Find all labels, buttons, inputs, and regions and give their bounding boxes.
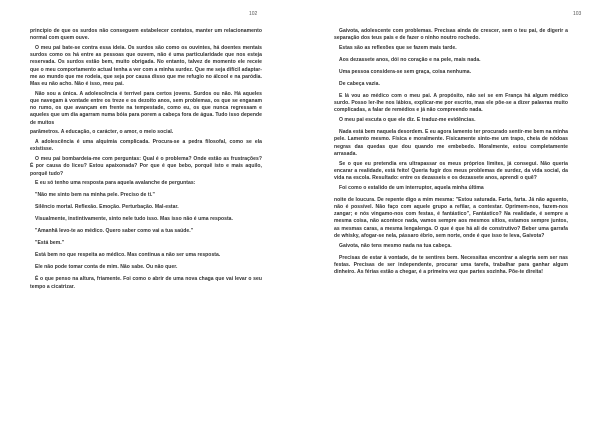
paragraph: Se o que eu pretendia era ultrapassar os meus próprios limites, já consegui. Não queria encarar a realidade, está feito! Queria fugir dos meus problemas de surdez, da vida social, da vida na escola. Resultado: entre os dezasseis e os dezassete anos, aprendi o quê?: [334, 160, 568, 182]
paragraph: Gaivota, adolescente com problemas. Precisas ainda de crescer, sem o teu pai, de digerir a separação dos teus pais e de fazer o ninho noutro rochedo.: [334, 28, 568, 42]
paragraph: Aos dezassete anos, dói no coração e na pele, mais nada.: [339, 57, 481, 63]
paragraph: E eu só tenho uma resposta para aquela avalanche de perguntas:: [35, 180, 196, 187]
paragraph: noite de loucura. De repente digo a mim mesma: "Estou saturada. Farta, farta. Já não aguento, não é possível. Não faço com aquele grupo a refilar, a contestar. Oprimem-nos, fazem-nos zangar; e nós vingamo-nos com festas, é fantástico", Fantástico? Na realidade, é sempre a mesma coisa, não acontece nada, vamos sempre aos mesmos sítios, estamos sempre juntos, as mesmas caras, a mesma lengalenga. O que é que há ali de construtivo? Beber uma garrafa de whisky, afogar-se nela, pássaro ébrio, sem norte, onde é que isso te leva, Gaivota?: [334, 196, 568, 239]
paragraph: "Está bem.": [35, 240, 65, 247]
page-number: 103: [573, 11, 582, 17]
paragraph: Silêncio mortal. Reflexão. Emoção. Perturbação. Mal-estar.: [35, 204, 179, 211]
page-body: [30, 28, 262, 293]
paragraph: E lá vou ao médico com o meu pai. A propósito, não sei se em França há algum médico surdo. Posso ler-lhe nos lábios, explicar-me por escrito, mas ele põe-se a dizer palavras muito complicadas, a falar de remédios e já não compreendo nada.: [334, 93, 568, 114]
paragraph: "Amanhã levo-te ao médico. Quero saber como vai a tua saúde.": [35, 228, 194, 235]
paragraph: Nada está bem naquela desordem. E eu agora lamento ter procurado sentir-me bem na minha pele. Lamento mesmo. Física e moralmente. Fisicamente sinto-me um trapo, cheia de nódoas negras das quedas que dou quando me embebedo. Moralmente, estou completamente arrasada.: [334, 129, 568, 157]
paragraph: Visualmente, instintivamente, sinto nele tudo isso. Mas isso não é uma resposta.: [35, 216, 233, 223]
paragraph: Gaivota, não tens mesmo nada na tua cabeça.: [339, 242, 452, 249]
paragraph: O meu pai escuta o que ele diz. E traduz-me evidências.: [339, 117, 476, 124]
paragraph: Não sou a única. A adolescência é terrível para certos jovens. Surdos ou não. Há aqueles que navegam à vontade entre os treze e os dezoito anos, sem problemas, os que se enganam no rumo, os que avançam em frente na tempestade, como eu, os que nunca regressam e aqueles que um dia agarram numa bóia para porem a cabeça fora de água. Tudo isso depende de muitos: [30, 90, 262, 126]
paragraph: De cabeça vazia.: [339, 81, 380, 87]
paragraph: princípio de que os surdos não conseguem estabelecer contatos, manter um relacionamento normal com quem ouve.: [30, 28, 262, 42]
page-body: [334, 28, 568, 279]
paragraph: O meu pai bombardeia-me com perguntas: Qual é o problema? Onde estão as frustrações? É por causa do liceu? Estou apaixonada? Por que é que bebo, porquê isto e mais aquilo, porquê tudo?: [30, 156, 262, 177]
paragraph: Foi como o estalido de um interruptor, aquela minha última: [339, 184, 484, 191]
paragraph: Está bem no que respeita ao médico. Mas continua a não ser uma resposta.: [35, 252, 221, 259]
paragraph: parâmetros. A educação, o carácter, o amor, o meio social.: [30, 129, 174, 136]
right-page: [300, 0, 600, 424]
page-number: 102: [249, 11, 258, 17]
paragraph: O meu pai bate-se contra essa ideia. Os surdos são como os ouvintes, há doentes mentais surdos como os há entre as pessoas que ouvem, não é uma particularidade que nos esteja reservada. Os surdos estão bem, muito obrigada. No entanto, talvez de momento ele receie que o meu comportamento actual tenha a ver com a minha surdez. Que me seja difícil adaptar-me ao mundo que me rodeia, que seja por causa disso que me refugio no álcool e na paródia. Mas eu não acho. Não é isso, meu pai.: [30, 45, 262, 88]
paragraph: Ele não pode tomar conta de mim. Não sabe. Ou não quer.: [35, 264, 178, 271]
paragraph: Uma pessoa considera-se sem graça, coisa nenhuma.: [339, 69, 472, 75]
paragraph: É o que penso na altura, friamente. Foi como o abrir de uma nova chaga que vai levar o seu tempo a cicatrizar.: [30, 276, 262, 290]
paragraph: A adolescência é uma alquimia complicada. Procura-se a pedra filosofal, como se ela existisse.: [30, 139, 262, 153]
paragraph: Estas são as reflexões que se fazem mais tarde.: [339, 45, 457, 51]
paragraph: "Não me sinto bem na minha pele. Preciso de ti.": [35, 192, 155, 199]
paragraph: Precisas de estar à vontade, de te sentires bem. Necessitas encontrar a alegria sem ser nas festas. Precisas de ser independente, procurar uma tarefa, trabalhar para ganhar algum dinheiro. As férias estão a chegar, é a primeira vez que partes sozinha. Põe-te direita!: [334, 254, 568, 276]
